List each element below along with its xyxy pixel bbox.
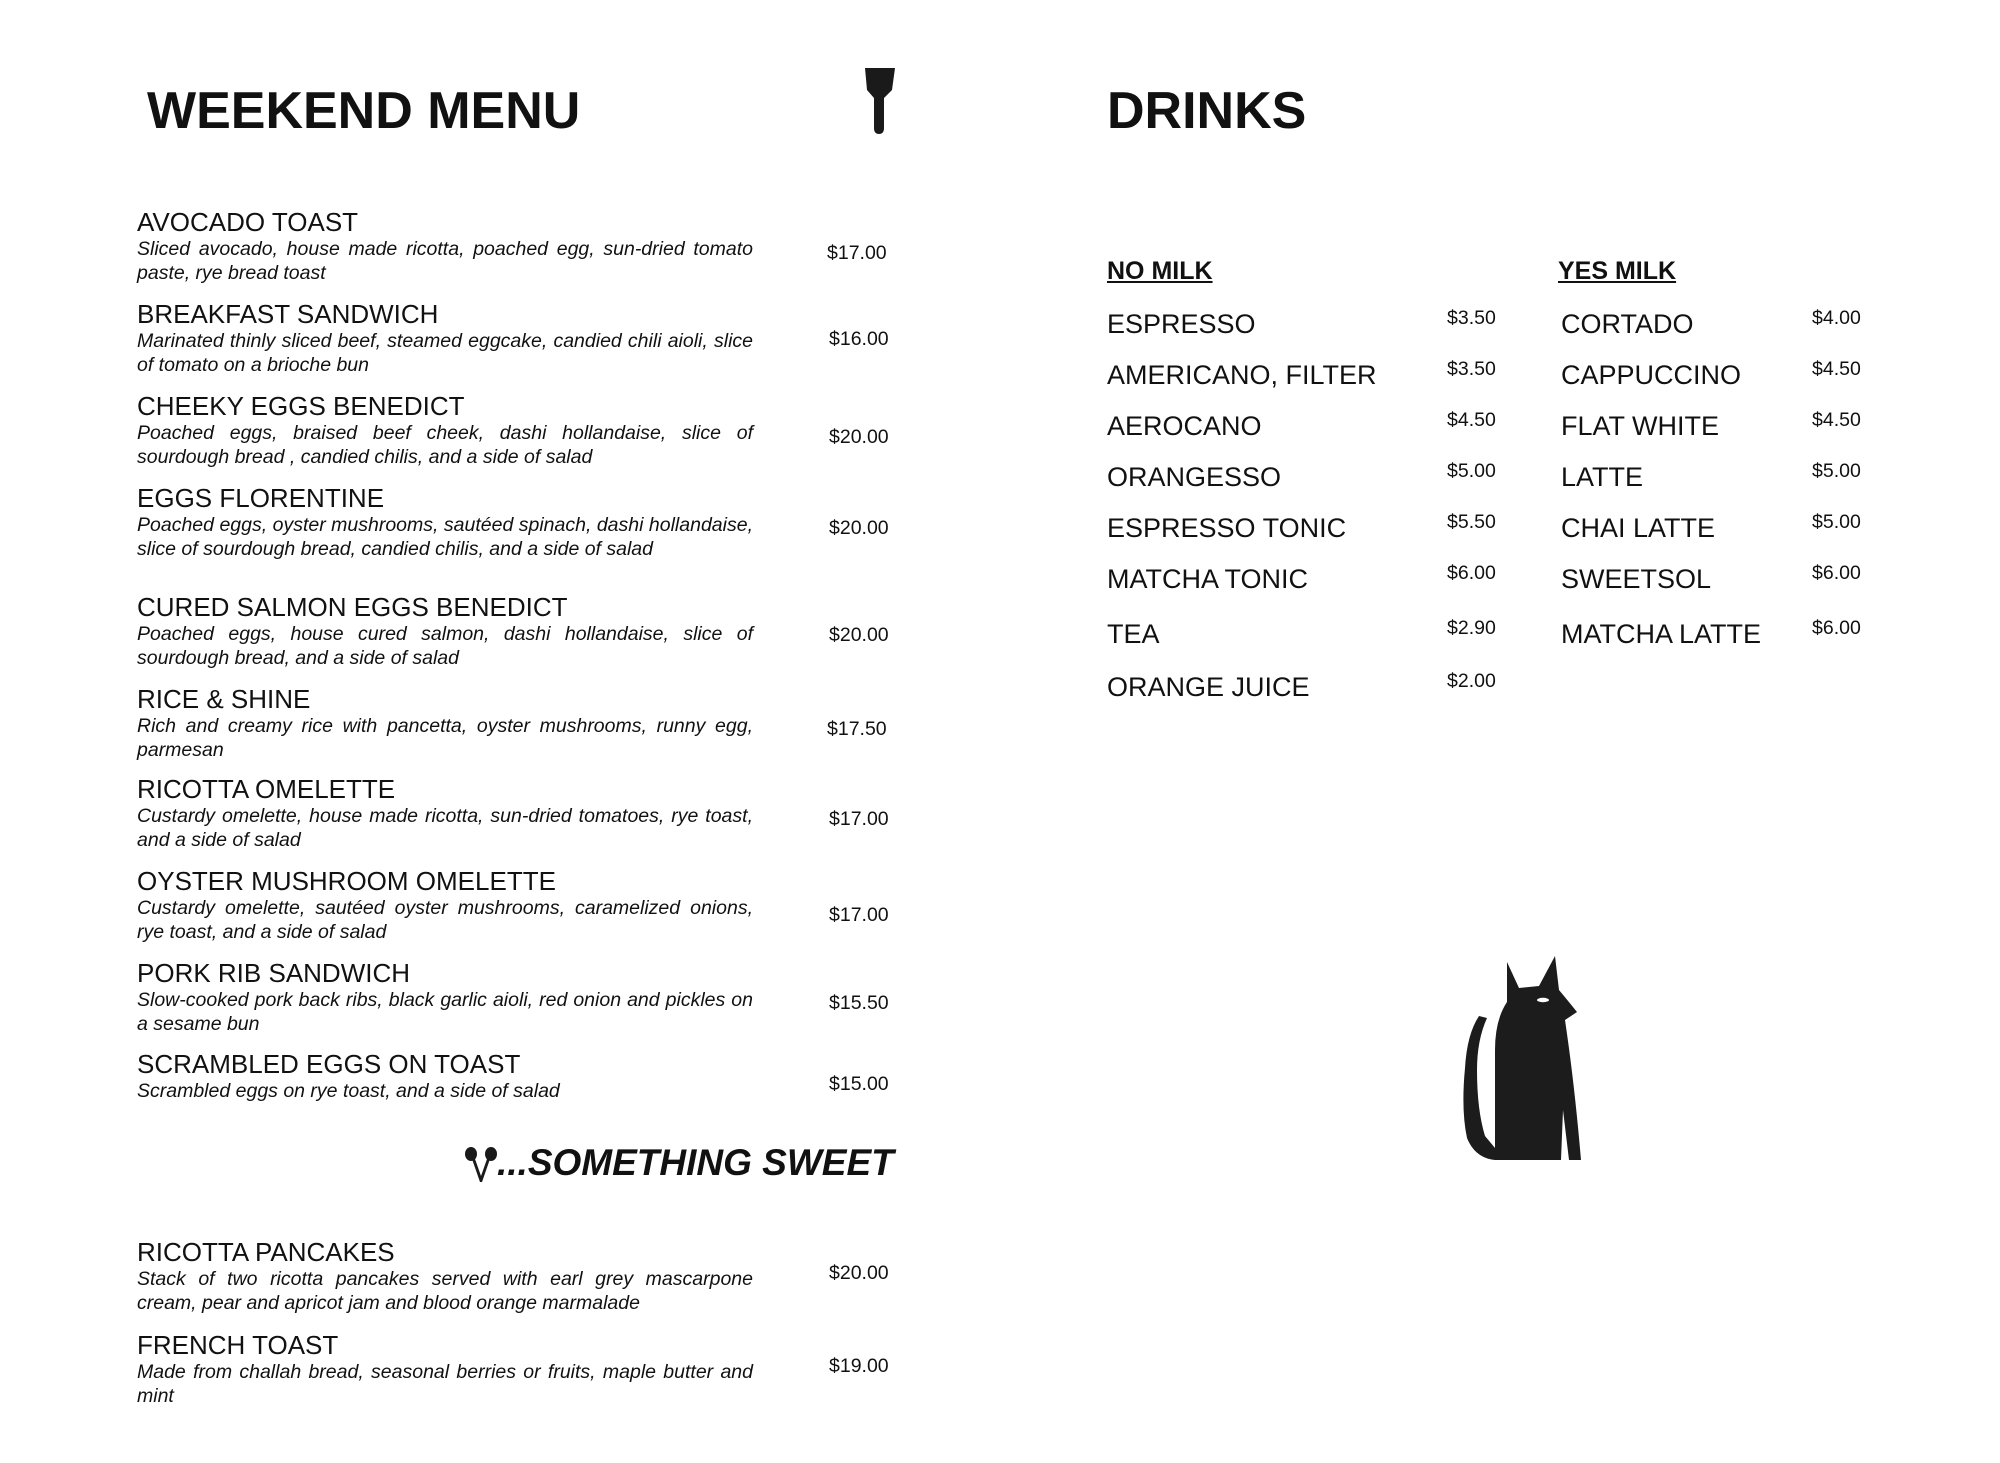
- menu-item-ricotta-omelette: [137, 774, 897, 852]
- menu-item-cheeky-eggs-benedict: [137, 391, 897, 469]
- item-description: Poached eggs, braised beef cheek, dashi hollandaise, slice of sourdough bread , candied chilis, and a side of salad: [137, 422, 753, 468]
- item-name: PORK RIB SANDWICH: [137, 958, 411, 988]
- menu-item-cured-salmon-eggs-benedict: [137, 592, 897, 670]
- item-price: $20.00: [829, 426, 889, 448]
- spoons-icon: [464, 1146, 498, 1186]
- item-name: RICE & SHINE: [137, 684, 311, 714]
- item-description: Sliced avocado, house made ricotta, poached egg, sun-dried tomato paste, rye bread toast: [137, 238, 753, 284]
- drink-name: CORTADO: [1561, 309, 1694, 339]
- drink-name: AMERICANO, FILTER: [1107, 360, 1377, 390]
- drink-name: ORANGESSO: [1107, 462, 1282, 492]
- drink-price: $5.00: [1812, 511, 1861, 533]
- item-name: CURED SALMON EGGS BENEDICT: [137, 592, 568, 622]
- item-price: $20.00: [829, 517, 889, 539]
- drink-name: LATTE: [1561, 462, 1644, 492]
- item-description: Marinated thinly sliced beef, steamed eggcake, candied chili aioli, slice of tomato on a brioche bun: [137, 330, 753, 376]
- menu-item-eggs-florentine: [137, 483, 897, 561]
- item-name: FRENCH TOAST: [137, 1330, 339, 1360]
- item-name: OYSTER MUSHROOM OMELETTE: [137, 866, 556, 896]
- menu-item-rice-and-shine: [137, 684, 897, 762]
- item-price: $15.00: [829, 1073, 889, 1095]
- item-description: Stack of two ricotta pancakes served with earl grey mascarpone cream, pear and apricot jam and blood orange marmalade: [137, 1268, 753, 1314]
- item-price: $17.00: [829, 808, 889, 830]
- item-name: BREAKFAST SANDWICH: [137, 299, 439, 329]
- item-price: $19.00: [829, 1355, 889, 1377]
- item-name: SCRAMBLED EGGS ON TOAST: [137, 1049, 521, 1079]
- drink-name: TEA: [1107, 619, 1160, 649]
- drink-price: $5.00: [1447, 460, 1496, 482]
- item-price: $20.00: [829, 1262, 889, 1284]
- drink-price: $5.00: [1812, 460, 1861, 482]
- drink-price: $4.50: [1447, 409, 1496, 431]
- item-price: $17.00: [827, 242, 887, 264]
- menu-item-scrambled-eggs-on-toast: [137, 1049, 897, 1103]
- item-description: Scrambled eggs on rye toast, and a side of salad: [137, 1080, 560, 1102]
- item-name: EGGS FLORENTINE: [137, 483, 385, 513]
- no-milk-heading: NO MILK: [1107, 257, 1213, 285]
- cat-mascot-icon: [1455, 950, 1595, 1165]
- drink-price: $5.50: [1447, 511, 1496, 533]
- item-name: RICOTTA PANCAKES: [137, 1237, 395, 1267]
- item-name: AVOCADO TOAST: [137, 207, 359, 237]
- item-price: $17.50: [827, 718, 887, 740]
- drink-name: MATCHA LATTE: [1561, 619, 1762, 649]
- item-price: $16.00: [829, 328, 889, 350]
- menu-item-ricotta-pancakes: [137, 1237, 897, 1315]
- menu-item-avocado-toast: [137, 207, 897, 285]
- drink-price: $2.00: [1447, 670, 1496, 692]
- drink-name: ORANGE JUICE: [1107, 672, 1310, 702]
- menu-item-pork-rib-sandwich: [137, 958, 897, 1036]
- item-price: $20.00: [829, 624, 889, 646]
- item-description: Poached eggs, house cured salmon, dashi hollandaise, slice of sourdough bread, and a side of salad: [137, 623, 753, 669]
- spatula-icon: [862, 66, 898, 136]
- drink-name: FLAT WHITE: [1561, 411, 1720, 441]
- something-sweet-title: ...SOMETHING SWEET: [497, 1142, 894, 1183]
- menu-item-breakfast-sandwich: [137, 299, 897, 377]
- item-price: $15.50: [829, 992, 889, 1014]
- item-description: Slow-cooked pork back ribs, black garlic aioli, red onion and pickles on a sesame bun: [137, 989, 753, 1035]
- weekend-menu-title: WEEKEND MENU: [147, 82, 581, 140]
- drink-price: $3.50: [1447, 307, 1496, 329]
- drink-price: $3.50: [1447, 358, 1496, 380]
- item-price: $17.00: [829, 904, 889, 926]
- drink-name: AEROCANO: [1107, 411, 1262, 441]
- item-description: Poached eggs, oyster mushrooms, sautéed spinach, dashi hollandaise, slice of sourdough bread, candied chilis, and a side of salad: [137, 514, 753, 560]
- item-name: RICOTTA OMELETTE: [137, 774, 396, 804]
- item-description: Custardy omelette, sautéed oyster mushrooms, caramelized onions, rye toast, and a side of salad: [137, 897, 753, 943]
- drink-name: ESPRESSO: [1107, 309, 1256, 339]
- drink-price: $4.50: [1812, 358, 1861, 380]
- item-description: Custardy omelette, house made ricotta, sun-dried tomatoes, rye toast, and a side of salad: [137, 805, 753, 851]
- drink-price: $4.50: [1812, 409, 1861, 431]
- item-description: Made from challah bread, seasonal berries or fruits, maple butter and mint: [137, 1361, 753, 1407]
- menu-item-oyster-mushroom-omelette: [137, 866, 897, 944]
- drink-name: CHAI LATTE: [1561, 513, 1716, 543]
- drink-price: $6.00: [1812, 562, 1861, 584]
- drink-name: SWEETSOL: [1561, 564, 1712, 594]
- drink-name: ESPRESSO TONIC: [1107, 513, 1347, 543]
- drink-price: $2.90: [1447, 617, 1496, 639]
- drink-price: $4.00: [1812, 307, 1861, 329]
- menu-item-french-toast: [137, 1330, 897, 1408]
- drink-name: CAPPUCCINO: [1561, 360, 1742, 390]
- drink-price: $6.00: [1812, 617, 1861, 639]
- drinks-title: DRINKS: [1107, 82, 1307, 140]
- drink-name: MATCHA TONIC: [1107, 564, 1309, 594]
- item-description: Rich and creamy rice with pancetta, oyster mushrooms, runny egg, parmesan: [137, 715, 753, 761]
- drink-price: $6.00: [1447, 562, 1496, 584]
- yes-milk-heading: YES MILK: [1558, 257, 1677, 285]
- item-name: CHEEKY EGGS BENEDICT: [137, 391, 465, 421]
